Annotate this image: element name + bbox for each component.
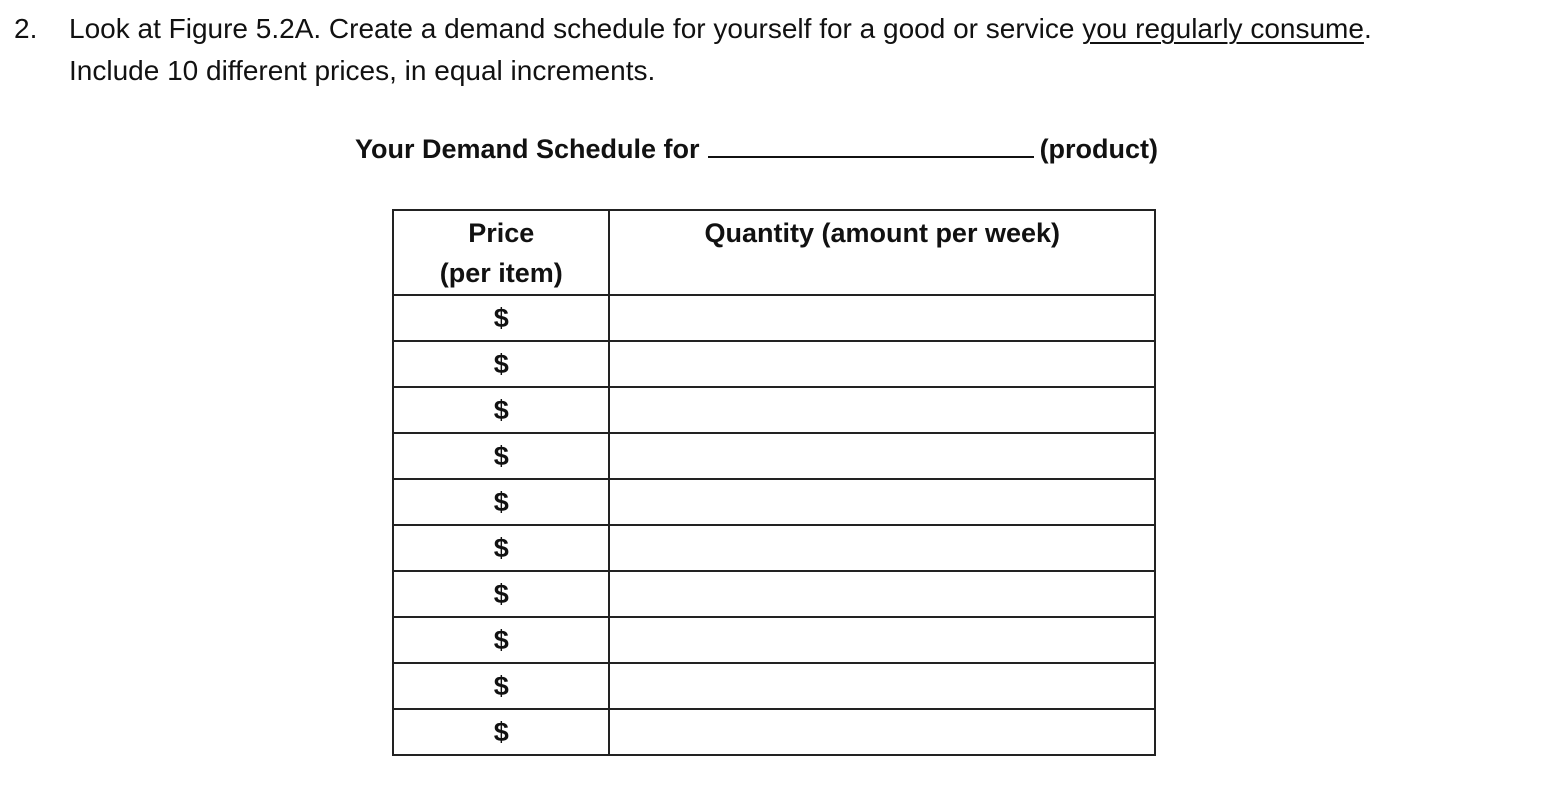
table-row [393,617,1155,663]
schedule-title-suffix: (product) [1039,134,1159,164]
price-cell[interactable]: $ [393,709,609,755]
question-number: 2. [14,13,38,44]
question-instruction: Include 10 different prices, in equal increments. [69,55,656,86]
table-header-row [393,210,1155,295]
quantity-cell[interactable] [609,525,1155,571]
quantity-cell[interactable] [609,387,1155,433]
question-text-start: Look at Figure 5.2A. Create a demand schedule for yourself for a good or service [69,13,1083,44]
quantity-cell[interactable] [609,433,1155,479]
table-row [393,433,1155,479]
price-cell[interactable]: $ [393,663,609,709]
price-cell[interactable]: $ [393,433,609,479]
price-cell[interactable]: $ [393,525,609,571]
table-row [393,341,1155,387]
quantity-cell[interactable] [609,709,1155,755]
schedule-title-prefix: Your Demand Schedule for [355,134,700,164]
demand-schedule-table [392,209,1156,756]
table-body [393,295,1155,755]
price-cell[interactable]: $ [393,387,609,433]
table-row [393,387,1155,433]
quantity-cell[interactable] [609,341,1155,387]
price-column-header [393,210,609,295]
table-row [393,525,1155,571]
quantity-cell[interactable] [609,663,1155,709]
price-cell[interactable]: $ [393,479,609,525]
price-cell[interactable]: $ [393,571,609,617]
price-cell[interactable]: $ [393,341,609,387]
price-cell[interactable]: $ [393,617,609,663]
quantity-cell[interactable] [609,295,1155,341]
quantity-cell[interactable] [609,571,1155,617]
table-row [393,479,1155,525]
quantity-cell[interactable] [609,617,1155,663]
schedule-title [355,130,1158,165]
question-text-end: . [1363,13,1372,44]
product-blank-line[interactable] [708,130,1034,158]
table-row [393,571,1155,617]
quantity-column-header: Quantity (amount per week) [609,210,1155,295]
question-text [69,8,1509,92]
table-row [393,709,1155,755]
quantity-cell[interactable] [609,479,1155,525]
table-row [393,295,1155,341]
table-row [393,663,1155,709]
price-cell[interactable]: $ [393,295,609,341]
price-header-label: Price [468,218,535,248]
question-emphasis: you regularly consume [1082,13,1364,44]
price-header-unit: (per item) [439,258,563,288]
